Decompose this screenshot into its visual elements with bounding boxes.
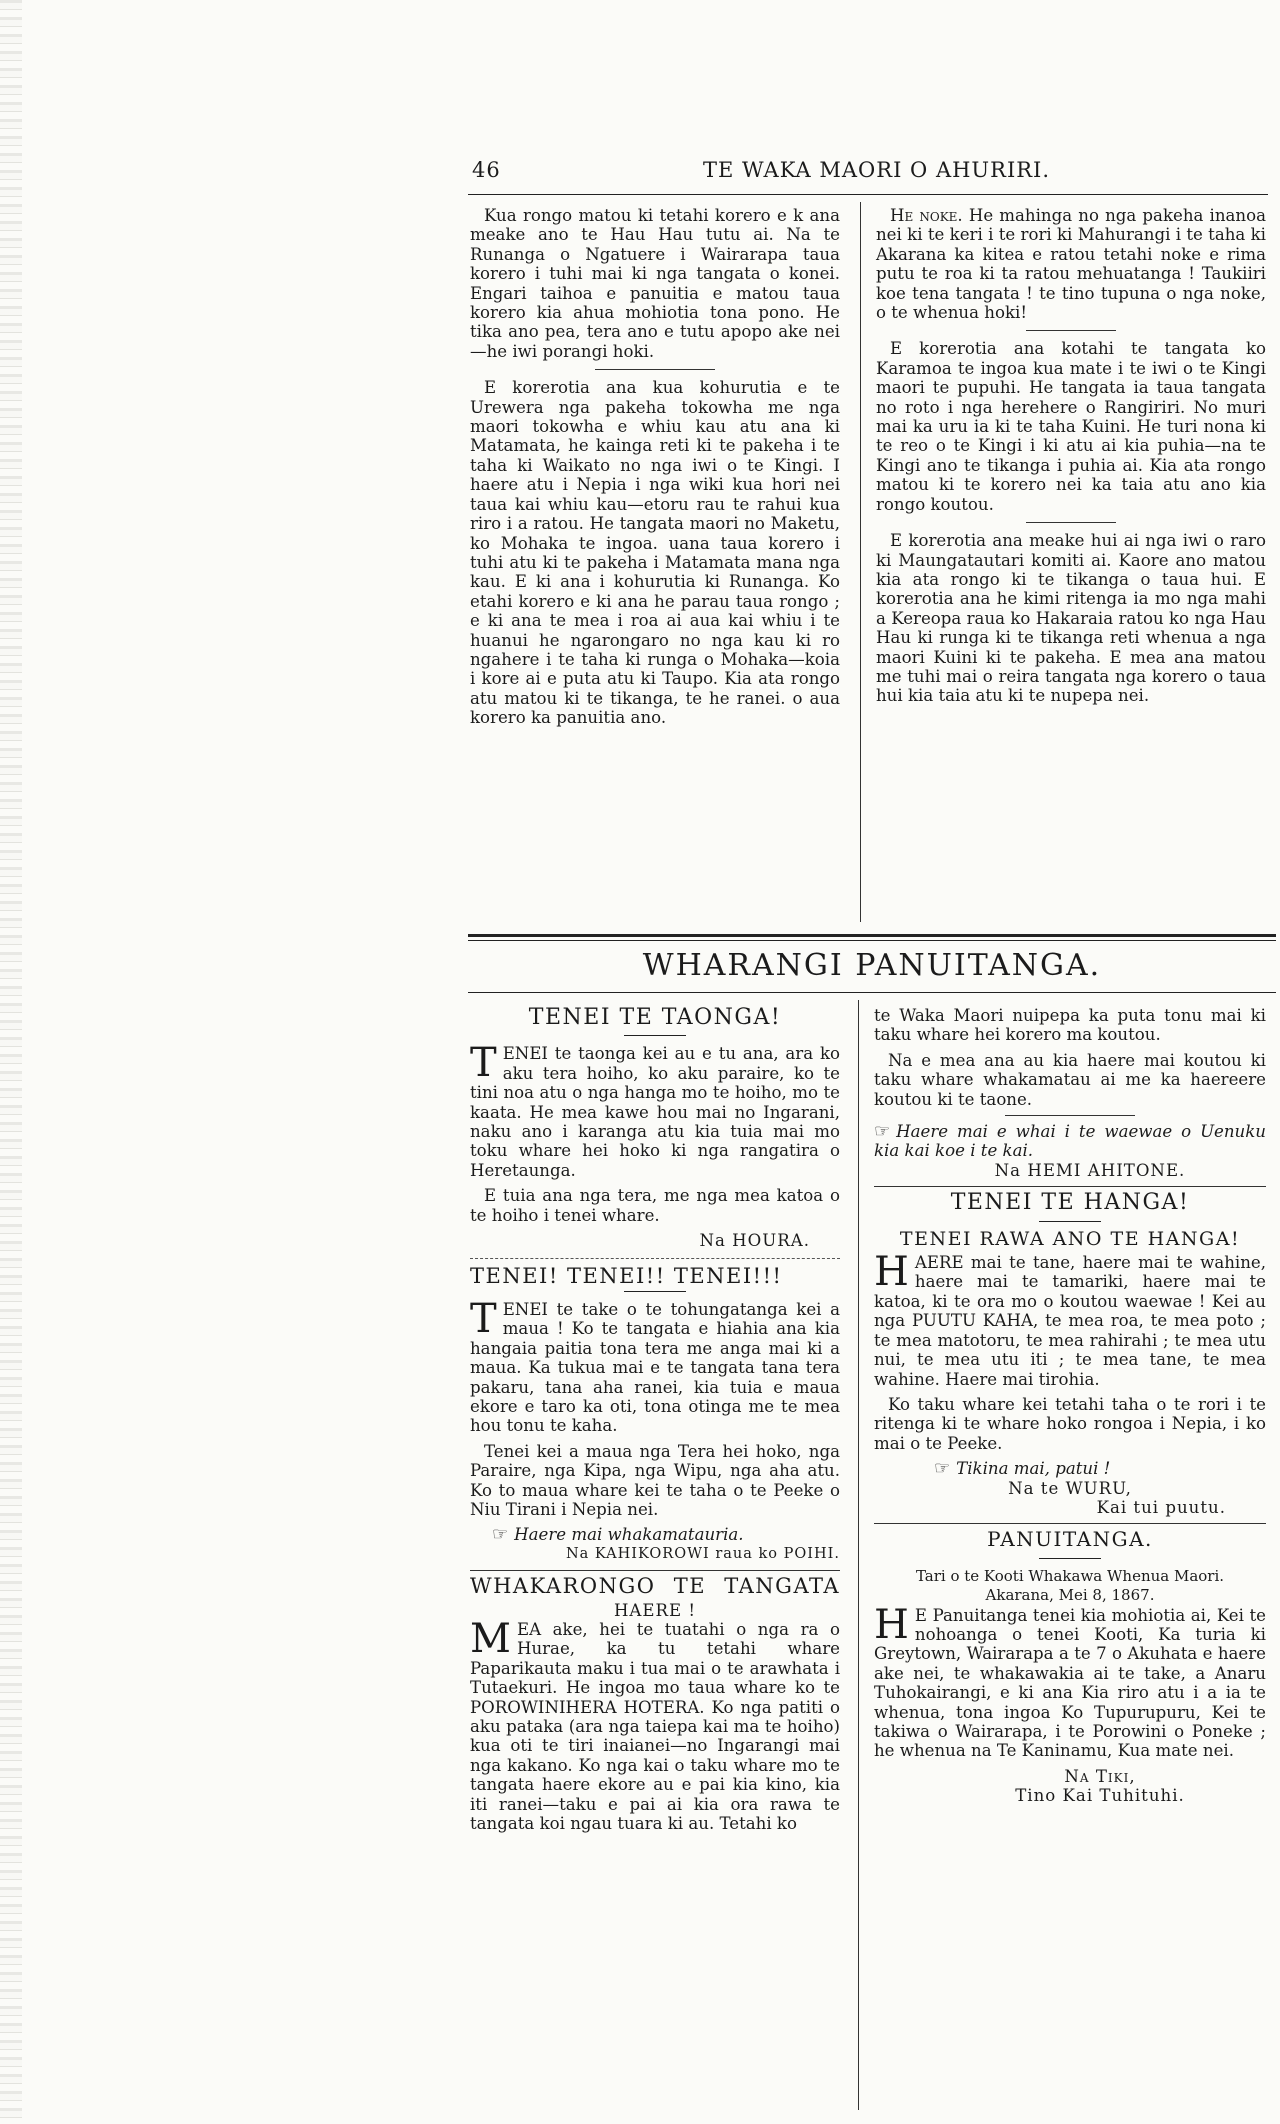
header-rule [468, 194, 1268, 195]
separator-rule [595, 369, 715, 370]
paragraph-text: ENEI te taonga kei au e tu ana, ara ko aku tera hoiho, ko aku paraire, ko te tini noa atu o nga hanga mo te hoiho, mo te kaata. He mea kawe hou mai no Ingarani, naku ano i karanga atu kia tuia mai mo toku whare hei hoko ki nga rangatira o Heretaunga. [470, 1044, 840, 1180]
section-rule-bottom [468, 992, 1276, 993]
news-paragraph: E korerotia ana kua kohurutia e te Urewera nga pakeha tokowha me nga maori tokowha e whiu kau atu ana ki Matamata, he kainga reti ki te pakeha i te taha ki Waikato no nga iwi o te Kingi. I haere atu i Nepia i nga wiki kua hori nei taua kai whiu kau—etoru rau te rahui kua riro i a ratou. He tangata maori no Maketu, ko Mohaka te ingoa. uana taua korero i tuhi atu ki te pakeha i Matamata mana nga kau. E ki ana i kohurutia ki Runanga. Ko etahi korero e ki ana he parau taua rongo ; e ki ana te mea i roa ai aua kai whiu i te huanui he ngarongaro no nga kau ki ro ngahere i te taha ki runga o Mohaka—koia i kore ai e puta atu ki Taupo. Kia ata rongo atu matou ki te tikanga, te he ranei. o aua korero ka panuitia ano. [470, 378, 840, 728]
ad-separator [470, 1570, 840, 1571]
advertisement [470, 1574, 840, 1834]
newspaper-title: TE WAKA MAORI O AHURIRI. [703, 158, 1051, 182]
ad-paragraph [470, 1295, 840, 1436]
ad-heading: WHAKARONGO TE TANGATA [470, 1574, 840, 1599]
ad-signature-title: Kai tui puutu. [1096, 1497, 1226, 1517]
ad-rule [624, 1035, 686, 1036]
notice-text: Haere mai whakamatauria. [514, 1525, 744, 1545]
paragraph-text: EA ake, hei te tuatahi o nga ra o Hurae, ka tu tetahi whare Paparikauta maku i tua mai o te arawhata i Tutaekuri. He ingoa mo taua whare ko te POROWINIHERA HOTERA. Ko nga patiti o aku pataka (ara nga taiepa kai ma te hoiho) kua oti te tiri inaianei—no Ingarangi mai nga kakano. Ko nga kai o taku whare mo te tangata haere ekore au e pai kia kino, kia iti ranei—taku e pai ai kia ora rawa te tangata koi ngau tuara ki au. Tetahi ko [470, 1619, 840, 1834]
notice-text: Haere mai e whai i te waewae o Uenuku kia kai koe i te kai. [874, 1122, 1266, 1161]
ad-separator [874, 1523, 1266, 1524]
advertisement [874, 1527, 1266, 1806]
ad-separator [874, 1186, 1266, 1187]
pointing-hand-icon: ☞ [934, 1458, 951, 1480]
column-divider [860, 202, 861, 922]
separator-rule [1026, 522, 1116, 523]
ad-signature: Na Tiki, [1064, 1766, 1136, 1786]
ad-rule [624, 1291, 686, 1292]
ad-notice [874, 1459, 1266, 1478]
ad-heading: PANUITANGA. [987, 1527, 1153, 1552]
ads-right-column [874, 1006, 1266, 1806]
ad-heading: TENEI TE HANGA! [950, 1190, 1190, 1216]
ad-subheading: Tari o te Kooti Whakawa Whenua Maori. [915, 1566, 1225, 1585]
ad-heading: TENEI TE TAONGA! [528, 1005, 782, 1030]
ad-rule [1039, 1221, 1101, 1222]
section-rule [468, 940, 1276, 941]
advertisement [470, 1005, 840, 1251]
ad-signature: Na HEMI AHITONE. [994, 1160, 1186, 1180]
ad-paragraph [874, 1249, 1266, 1389]
ads-left-column [470, 1006, 840, 1839]
ad-notice [874, 1122, 1266, 1161]
ad-rule [1039, 1558, 1101, 1559]
ad-signature: Na te WURU, [1008, 1478, 1132, 1498]
news-paragraph: Kua rongo matou ki tetahi korero e k ana meake ano te Hau Hau tutu ai. Na te Runanga o Ngatuere i Wairarapa taua korero i tuhi mai ki nga tangata o konei. Engari taihoa e panuitia e matou taua korero kia ahua mohiotia tona pono. He tika ano pea, tera ano e tutu apopo ake nei—he iwi porangi hoki. [470, 206, 840, 361]
paragraph-text: He mahinga no nga pakeha inanoa nei ki te keri i te rori ki Mahurangi i te taha ki Akarana ka kitea e ratou tetahi noke e rima putu te roa ki ta ratou mehuatanga ! Taukiiri koe tena tangata ! te tino tupuna o nga noke, o te whenua hoki! [876, 206, 1267, 323]
ad-paragraph: te Waka Maori nuipepa ka puta tonu mai ki taku whare hei korero ma koutou. [874, 1006, 1266, 1045]
ad-paragraph: Na e mea ana au kia haere mai koutou ki taku whare whakamatau ai me ka haereere koutou ki te taone. [874, 1050, 1266, 1109]
advertisement [470, 1264, 840, 1564]
advertisement [874, 1190, 1266, 1517]
paragraph-text: ENEI te take o te tohungatanga kei a maua ! Ko te tangata e hiahia ana kia hangaia paitia tona tera me anga mai ki a maua. Ka tukua mai e te tangata tana tera pakaru, tana aha ranei, kia tuia e maua ekore e taro ka oti, tona otinga me te mea hou tonu te kaha. [470, 1299, 840, 1436]
drop-cap: H [874, 1601, 909, 1648]
ad-subheading: TENEI RAWA ANO TE HANGA! [899, 1227, 1241, 1250]
separator-rule [1026, 330, 1116, 331]
ad-notice [470, 1525, 840, 1544]
drop-cap: T [470, 1295, 497, 1342]
drop-cap: T [470, 1040, 497, 1087]
ad-heading-line2: HAERE ! [613, 1600, 697, 1620]
running-header [468, 158, 1268, 188]
drop-cap: H [874, 1249, 909, 1296]
pointing-hand-icon: ☞ [492, 1524, 509, 1546]
ad-paragraph [470, 1615, 840, 1834]
paragraph-text: AERE mai te tane, haere mai te wahine, haere mai te tamariki, haere mai te katoa, ki te ora mo o koutou waewae ! Kei au nga PUUTU KAHA, te mea roa, te mea poto ; te mea matotoru, te mea rahirahi ; te mea utu nui, te mea utu iti ; te mea tane, te mea wahine. Haere mai tirohia. [874, 1253, 1266, 1389]
drop-cap: M [470, 1615, 511, 1662]
ad-date: Akarana, Mei 8, 1867. [985, 1586, 1155, 1605]
pointing-hand-icon: ☞ [874, 1121, 891, 1143]
news-paragraph: E korerotia ana kotahi te tangata ko Karamoa te ingoa kua mate i te iwi o te Kingi maori te pupuhi. He tangata ia taua tangata no roto i nga herehere o Rangiriri. No muri mai ka uru ia ki te taha Kuini. He turi nona ki te reo o te Kingi i ki atu ai kia puhia—na te Kingi ano te tikanga i puhia ai. Kia ata rongo matou ki te korero nei ka taia atu ano kia rongo koutou. [876, 339, 1266, 514]
news-paragraph [876, 206, 1266, 322]
ad-paragraph: Tenei kei a maua nga Tera hei hoko, nga Paraire, nga Kipa, nga Wipu, nga aha atu. Ko to maua whare kei te taha o te Peeke o Niu Tirani i Nepia nei. [470, 1441, 840, 1519]
page-number: 46 [472, 158, 501, 182]
ad-paragraph [470, 1040, 840, 1180]
section-double-rule [468, 934, 1276, 937]
top-left-column [470, 206, 840, 734]
ad-paragraph: Ko taku whare kei tetahi taha o te rori i te ritenga ki te whare hoko rongoa i Nepia, i ko mai o te Peeke. [874, 1394, 1266, 1453]
paragraph-lead: He noke. [890, 206, 963, 225]
separator-rule [1005, 1115, 1135, 1116]
notice-text: Tikina mai, patui ! [956, 1459, 1111, 1479]
section-title: WHARANGI PANUITANGA. [642, 948, 1102, 983]
ad-paragraph: E tuia ana nga tera, me nga mea katoa o te hoiho i tenei whare. [470, 1186, 840, 1225]
ad-paragraph [874, 1601, 1266, 1761]
top-right-column [876, 206, 1266, 712]
paragraph-text: E Panuitanga tenei kia mohiotia ai, Kei te nohoanga o tenei Kooti, Ka turia ki Greytown, Wairarapa a te 7 o Akuhata e haere ake nei, te whakawakia ai te take, a Anaru Tuhokairangi, e ki ana Kia riro atu i a ia te whenua, tona ingoa Ko Tupurupuru, Kei te takiwa o Wairarapa, i te Porowini o Poneke ; he whenua na Te Kaninamu, Kua mate nei. [874, 1605, 1266, 1761]
ad-heading: TENEI! TENEI!! TENEI!!! [470, 1264, 783, 1289]
advertisement-continued [874, 1006, 1266, 1180]
ad-signature: Na HOURA. [699, 1231, 810, 1251]
column-divider [858, 1000, 859, 2110]
scan-edge-noise [0, 0, 22, 2124]
ad-separator [470, 1258, 840, 1259]
ad-signature: Na KAHIKOROWI raua ko POIHI. [565, 1545, 840, 1562]
ad-signature-title: Tino Kai Tuhituhi. [1015, 1786, 1185, 1806]
news-paragraph: E korerotia ana meake hui ai nga iwi o raro ki Maungatautari komiti ai. Kaore ano matou kia ata rongo ki te tikanga o taua hui. E korerotia ana he kimi ritenga ia mo nga mahi a Kereopa raua ko Hakaraia ratou ko nga Hau Hau ki runga ki te tikanga reti whenua a nga maori Kuini ki te pakeha. E mea ana matou me tuhi mai o reira tangata nga korero o taua hui kia taia atu ki te nupepa nei. [876, 531, 1266, 706]
